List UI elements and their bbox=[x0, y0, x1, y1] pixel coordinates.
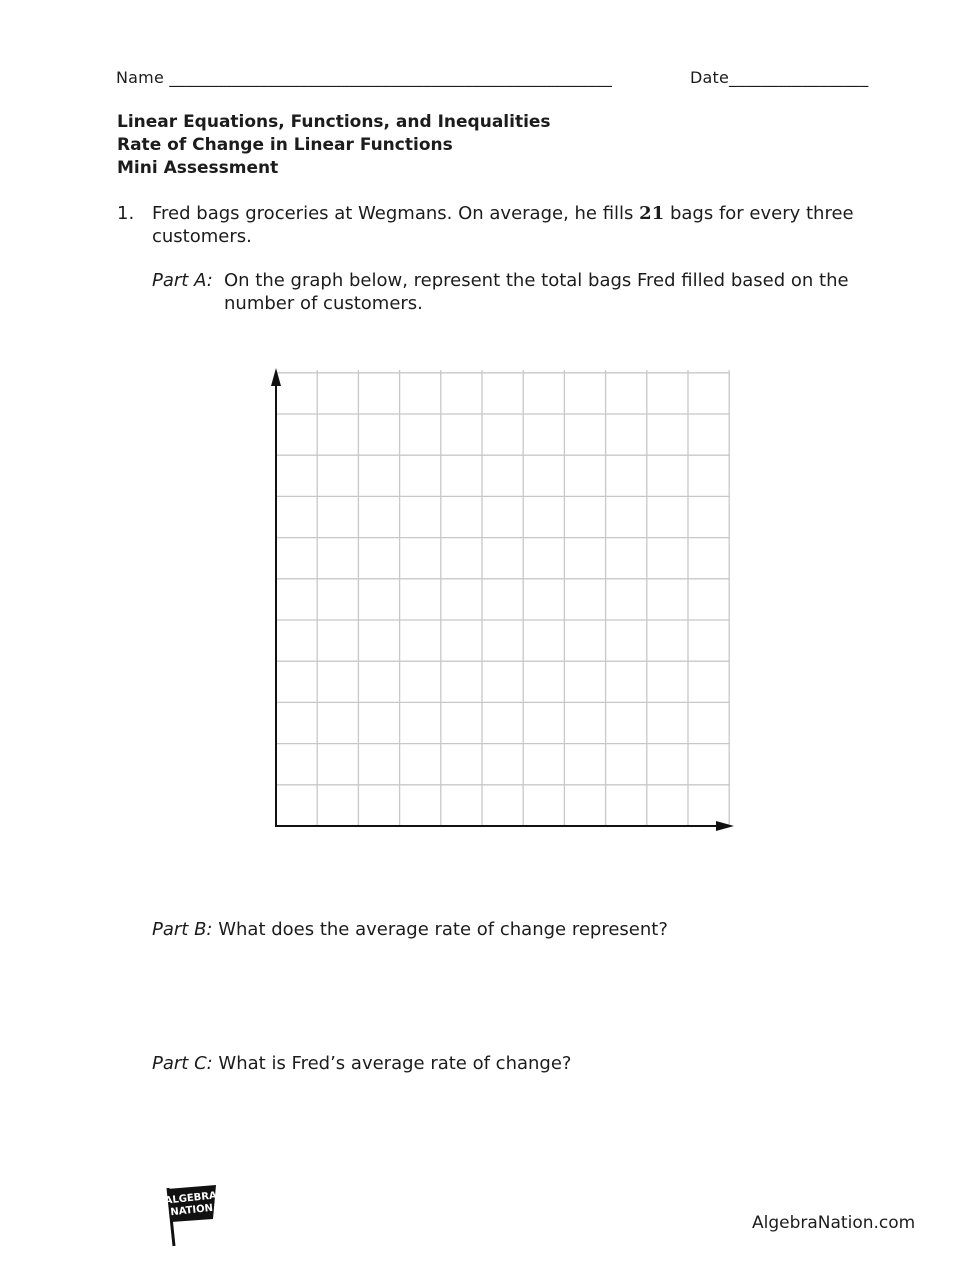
website-link[interactable]: AlgebraNation.com bbox=[752, 1213, 916, 1233]
part-b bbox=[152, 918, 668, 941]
title-topic: Rate of Change in Linear Functions bbox=[117, 135, 453, 155]
logo-text-top: ALGEBRA bbox=[164, 1190, 218, 1207]
part-c bbox=[152, 1052, 571, 1075]
title-unit: Linear Equations, Functions, and Inequalities bbox=[117, 112, 551, 132]
part-c-text: What is Fred’s average rate of change? bbox=[212, 1053, 572, 1074]
logo-text-bottom: NATION bbox=[169, 1202, 214, 1219]
y-axis-arrow-icon bbox=[271, 368, 281, 386]
part-a-text-line1: On the graph below, represent the total bags Fred filled based on the bbox=[224, 270, 849, 291]
coordinate-grid[interactable] bbox=[265, 365, 745, 840]
question-text-end: bags for every three bbox=[664, 203, 854, 224]
date-field bbox=[690, 68, 868, 87]
x-axis-arrow-icon bbox=[716, 821, 734, 831]
title-assessment: Mini Assessment bbox=[117, 158, 279, 178]
date-label: Date bbox=[690, 68, 730, 87]
part-a-text-line2: number of customers. bbox=[224, 293, 423, 314]
part-a-label: Part A: bbox=[152, 270, 213, 291]
question-text bbox=[152, 202, 854, 225]
question-text-start: Fred bags groceries at Wegmans. On average, he fills bbox=[152, 203, 640, 224]
part-b-label: Part B: bbox=[152, 919, 213, 940]
grid-lines bbox=[276, 370, 730, 827]
question-number: 1. bbox=[117, 203, 135, 224]
name-label: Name bbox=[116, 68, 165, 87]
question-text-line2: customers. bbox=[152, 226, 252, 247]
part-b-text: What does the average rate of change represent? bbox=[212, 919, 668, 940]
name-field bbox=[116, 68, 612, 87]
bags-value: 21 bbox=[639, 203, 665, 224]
part-c-label: Part C: bbox=[152, 1053, 213, 1074]
name-line: ______________________________________________________ bbox=[169, 68, 613, 87]
date-line: _________________ bbox=[729, 68, 869, 87]
algebra-nation-logo bbox=[160, 1182, 224, 1250]
